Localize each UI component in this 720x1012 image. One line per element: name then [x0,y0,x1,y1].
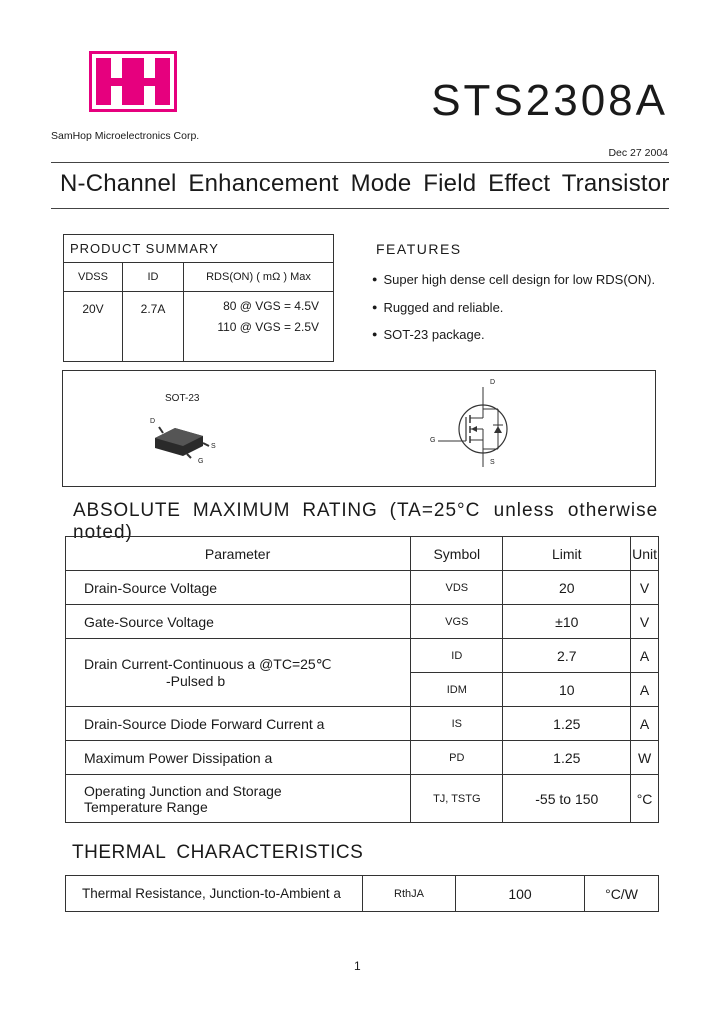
row-unit: V [631,605,659,639]
row-symbol: RthJA [363,876,456,912]
row-unit: °C [631,775,659,823]
features-title: FEATURES [376,241,462,257]
table-row [66,639,659,673]
symbol-g-label: G [430,437,436,444]
drain-continuous-label: Drain Current-Continuous a @TC=25℃ [84,656,332,672]
vdss-header: VDSS [64,263,123,292]
row-limit: 2.7 [503,639,631,673]
row-unit: A [631,673,659,707]
product-summary-table [63,234,334,362]
package-label: SOT-23 [165,393,200,404]
table-row [66,605,659,639]
header-symbol: Symbol [411,537,503,571]
product-summary-title: PRODUCT SUMMARY [64,235,334,263]
page-number: 1 [354,959,361,973]
package-diagram-box [62,370,656,487]
row-symbol: IS [411,707,503,741]
row-limit: 1.25 [503,741,631,775]
row-unit: W [631,741,659,775]
symbol-s-label: S [490,459,495,466]
feature-item: ● SOT-23 package. [372,322,655,350]
row-unit: °C/W [585,876,659,912]
amr-title: ABSOLUTE MAXIMUM RATING [73,500,378,521]
rds-line-1: 80 @ VGS = 4.5V [223,299,319,313]
pin-g-label: G [198,458,204,465]
row-param: Operating Junction and Storage Temperature Range [66,775,411,823]
page-title: N-Channel Enhancement Mode Field Effect Transistor [60,170,670,197]
row-limit: 20 [503,571,631,605]
thermal-table [65,875,659,912]
part-number: STS2308A [431,76,668,125]
table-row [66,876,659,912]
row-unit: A [631,639,659,673]
vdss-value: 20V [64,292,123,362]
drain-pulsed-label: -Pulsed b [166,673,226,689]
table-row [66,775,659,823]
row-param: Gate-Source Voltage [66,605,411,639]
rds-values [184,292,334,362]
header-limit: Limit [503,537,631,571]
row-symbol: ID [411,639,503,673]
symbol-d-label: D [490,379,496,386]
header-unit: Unit [631,537,659,571]
header-parameter: Parameter [66,537,411,571]
row-limit: -55 to 150 [503,775,631,823]
id-value: 2.7A [123,292,184,362]
row-param-drain-current [66,639,411,707]
row-limit: 10 [503,673,631,707]
row-param: Thermal Resistance, Junction-to-Ambient a [66,876,363,912]
rds-header: RDS(ON) ( mΩ ) Max [184,263,334,292]
feature-item: ● Rugged and reliable. [372,295,655,323]
row-param: Maximum Power Dissipation a [66,741,411,775]
table-row [66,707,659,741]
pin-s-label: S [211,443,216,450]
thermal-heading: THERMAL CHARACTERISTICS [72,842,364,863]
header-divider-bottom [51,208,669,209]
row-unit: V [631,571,659,605]
id-header: ID [123,263,184,292]
pin-d-label: D [150,418,156,425]
row-symbol: IDM [411,673,503,707]
header-divider-top [51,162,669,163]
sot23-package-icon [145,416,225,466]
row-limit: 100 [456,876,585,912]
mosfet-symbol-icon [438,387,518,467]
feature-item: ● Super high dense cell design for low RDS(ON). [372,267,655,295]
row-symbol: PD [411,741,503,775]
features-list [372,267,655,350]
max-ratings-table [65,536,659,823]
table-row [66,741,659,775]
row-param: Drain-Source Diode Forward Current a [66,707,411,741]
samhop-logo [89,51,177,112]
row-unit: A [631,707,659,741]
rds-line-2: 110 @ VGS = 2.5V [217,320,319,334]
row-param: Drain-Source Voltage [66,571,411,605]
row-symbol: VDS [411,571,503,605]
row-symbol: TJ, TSTG [411,775,503,823]
row-limit: ±10 [503,605,631,639]
amr-note: (TA=25°C unless otherwise noted) [73,500,659,543]
row-limit: 1.25 [503,707,631,741]
row-symbol: VGS [411,605,503,639]
table-row [66,571,659,605]
document-date: Dec 27 2004 [608,147,668,159]
company-name: SamHop Microelectronics Corp. [51,130,200,142]
